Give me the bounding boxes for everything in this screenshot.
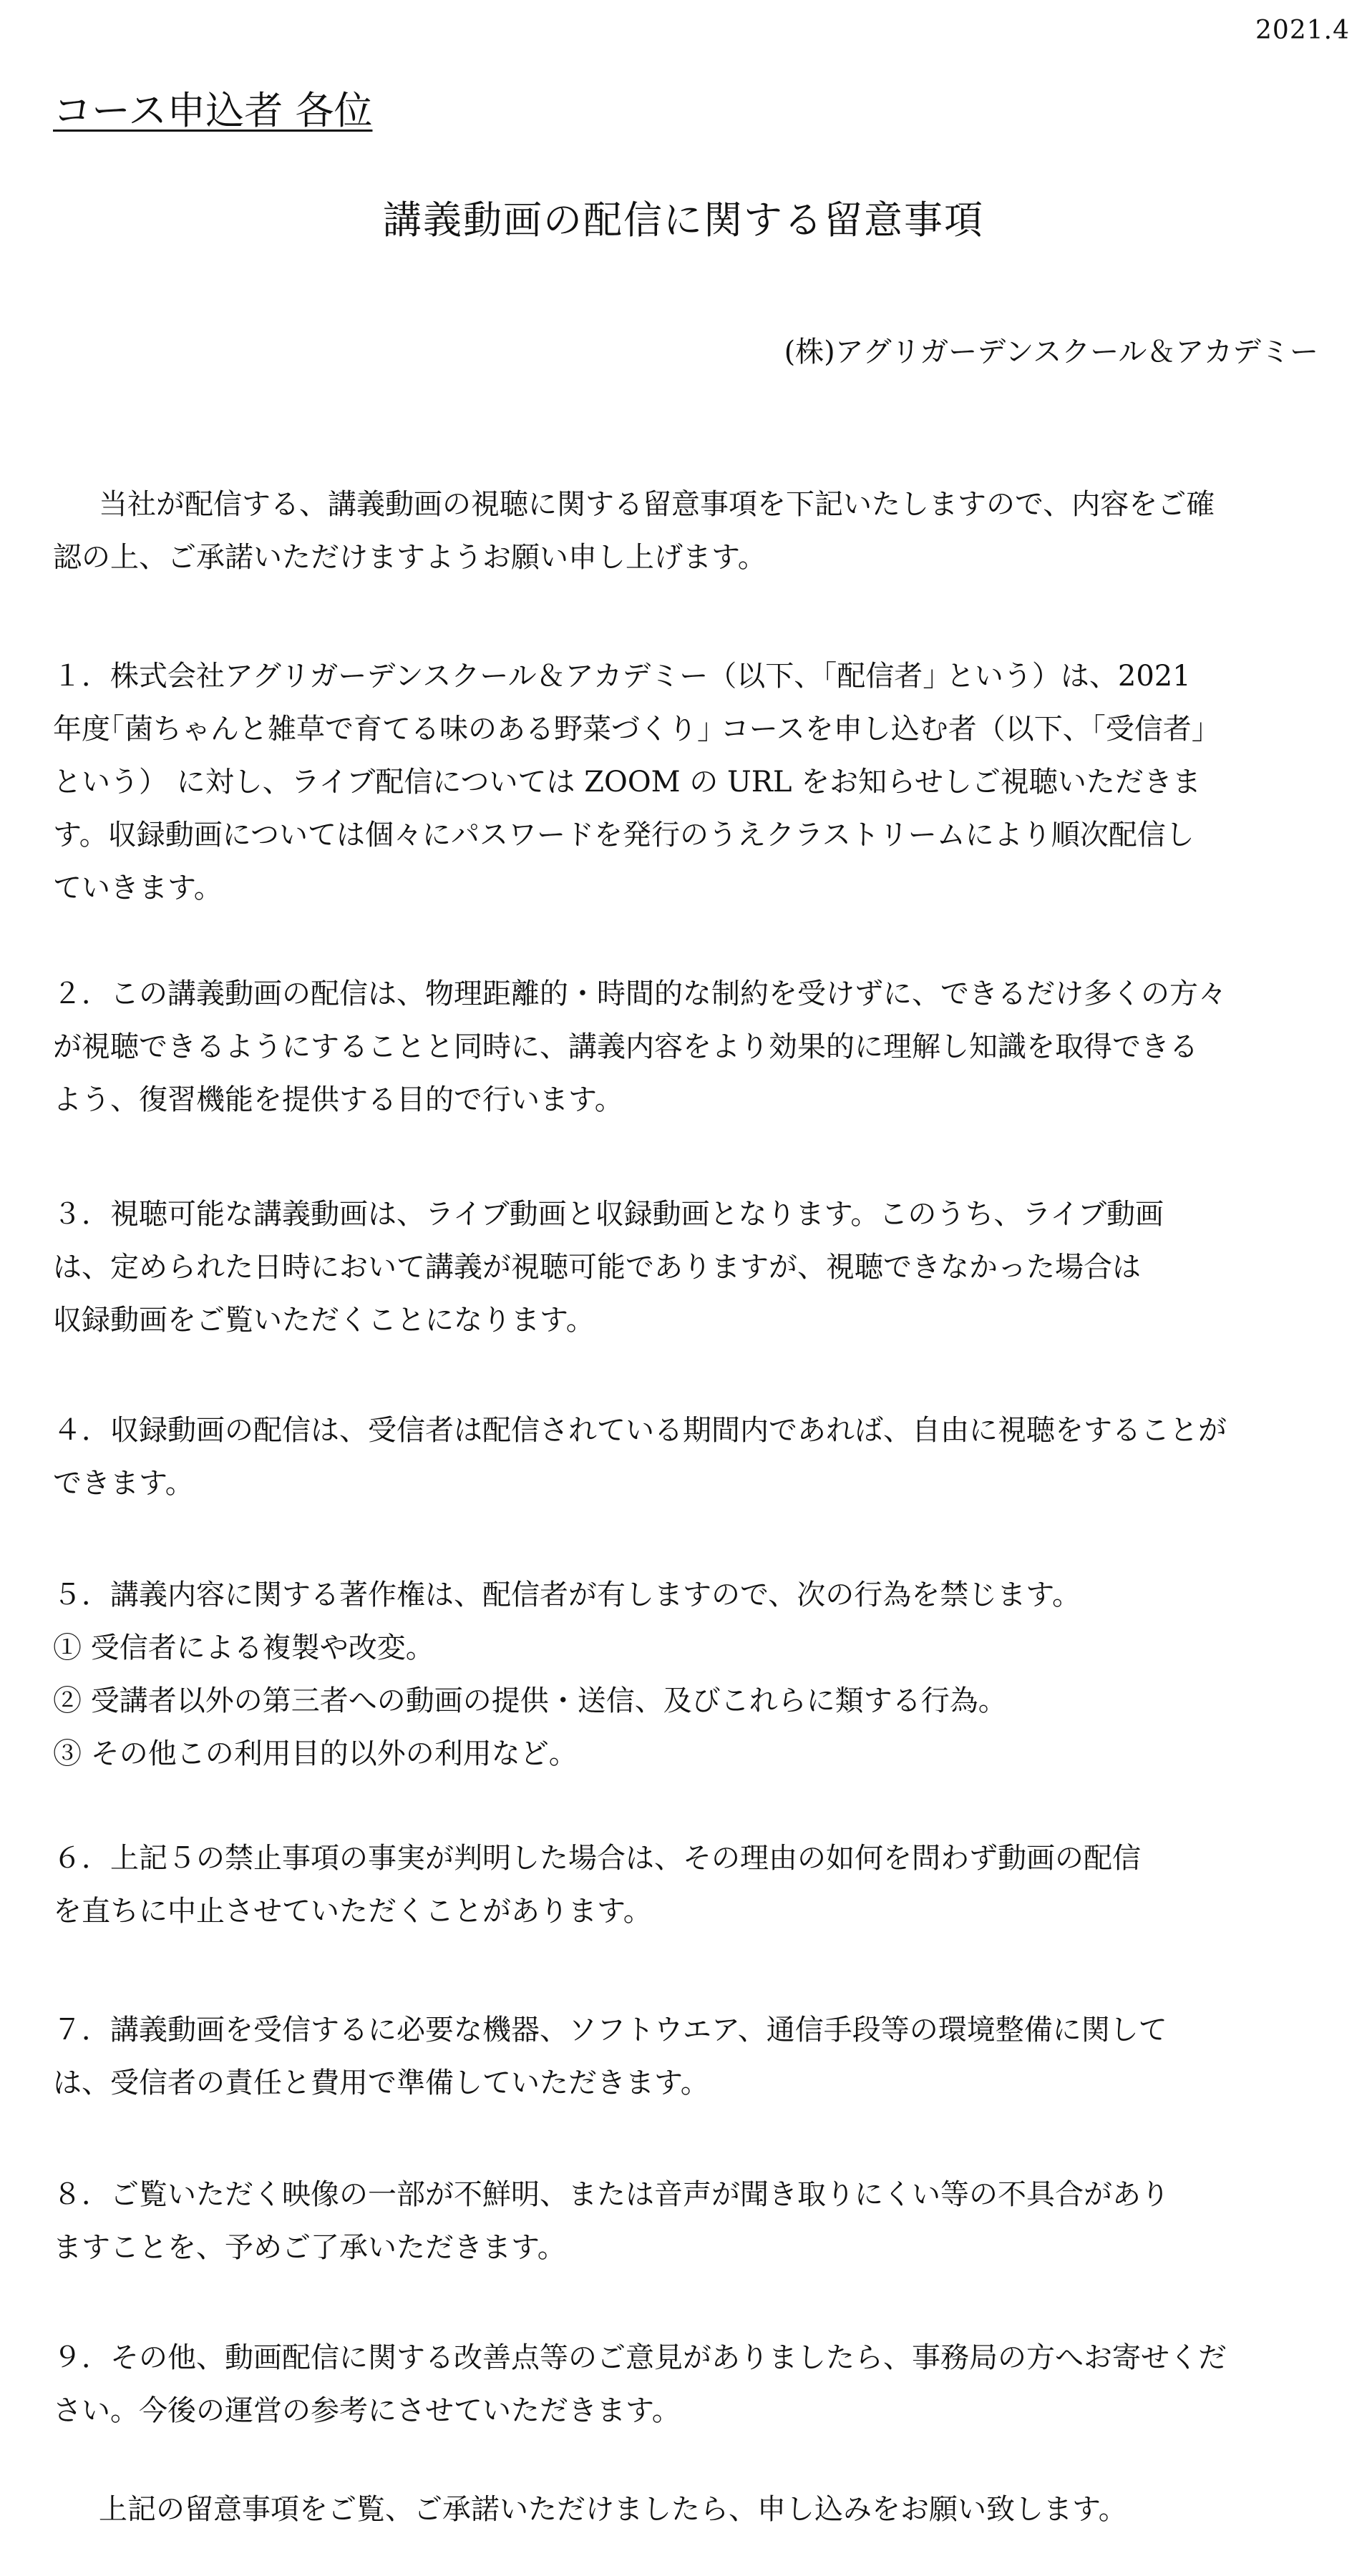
intro-paragraph: [53, 478, 1215, 584]
item-7: [53, 2004, 1167, 2109]
item-line: という） に対し、ライブ配信については ZOOM の URL をお知らせしご視聴いただきま: [53, 766, 1201, 799]
item-3: [53, 1188, 1164, 1347]
item-line: ４．収録動画の配信は、受信者は配信されている期間内であれば、自由に視聴をすることが: [53, 1414, 1227, 1447]
item-line: は、定められた日時において講義が視聴可能でありますが、視聴できなかった場合は: [53, 1251, 1141, 1284]
item-line: よう、復習機能を提供する目的で行います。: [53, 1083, 623, 1116]
item-line: できます。: [53, 1467, 194, 1500]
item-line: １．株式会社アグリガーデンスクール＆アカデミー（以下、｢配信者｣ という）は、2021: [53, 660, 1191, 693]
item-line: 収録動画をご覧いただくことになります。: [53, 1304, 595, 1337]
item-line: ますことを、予めご了承いただきます。: [53, 2231, 566, 2264]
document-date: 2021.4: [1255, 16, 1350, 45]
item-5: [53, 1568, 1081, 1780]
item-9: [53, 2331, 1227, 2437]
item-line: す。収録動画については個々にパスワードを発行のうえクラストリームにより順次配信し: [53, 819, 1195, 852]
item-line: ３．視聴可能な講義動画は、ライブ動画と収録動画となります。このうち、ライブ動画: [53, 1198, 1164, 1231]
closing-line: 上記の留意事項をご覧、ご承諾いただけましたら、申し込みをお願い致します。: [99, 2493, 1127, 2526]
item-line: ８．ご覧いただく映像の一部が不鮮明、または音声が聞き取りにくい等の不具合があり: [53, 2178, 1169, 2211]
item-6: [53, 1832, 1141, 1938]
issuer-name: (株)アグリガーデンスクール＆アカデミー: [784, 336, 1318, 369]
prohibited-act: ① 受信者による複製や改変。: [53, 1631, 434, 1664]
prohibited-act: ② 受講者以外の第三者への動画の提供・送信、及びこれらに類する行為。: [53, 1684, 1007, 1717]
document-title: 講義動画の配信に関する留意事項: [383, 197, 984, 243]
item-line: 年度｢菌ちゃんと雑草で育てる味のある野菜づくり｣ コースを申し込む者（以下、｢受信者｣: [53, 713, 1206, 746]
closing-statement: [53, 2483, 1127, 2536]
item-line: さい。今後の運営の参考にさせていただきます。: [53, 2394, 681, 2427]
item-line: ２．この講義動画の配信は、物理距離的・時間的な制約を受けずに、できるだけ多くの方々: [53, 977, 1227, 1010]
item-line: は、受信者の責任と費用で準備していただきます。: [53, 2067, 709, 2099]
addressee: コース申込者 各位: [53, 88, 373, 133]
item-8: [53, 2168, 1169, 2274]
item-2: [53, 967, 1227, 1126]
intro-line: 認の上、ご承諾いただけますようお願い申し上げます。: [53, 541, 767, 574]
item-line: ９．その他、動画配信に関する改善点等のご意見がありましたら、事務局の方へお寄せくだ: [53, 2341, 1227, 2374]
item-line: を直ちに中止させていただくことがあります。: [53, 1895, 652, 1928]
item-1: [53, 650, 1206, 914]
prohibited-act: ③ その他この利用目的以外の利用など。: [53, 1737, 578, 1770]
item-line: ７．講義動画を受信するに必要な機器、ソフトウエア、通信手段等の環境整備に関して: [53, 2014, 1167, 2046]
item-line: ていきます。: [53, 872, 223, 904]
item-4: [53, 1404, 1227, 1510]
item-line: ５．講義内容に関する著作権は、配信者が有しますので、次の行為を禁じます。: [53, 1579, 1081, 1611]
intro-line: 当社が配信する、講義動画の視聴に関する留意事項を下記いたしますので、内容をご確: [99, 488, 1215, 521]
item-line: ６．上記５の禁止事項の事実が判明した場合は、その理由の如何を問わず動画の配信: [53, 1842, 1141, 1875]
item-line: が視聴できるようにすることと同時に、講義内容をより効果的に理解し知識を取得できる: [53, 1030, 1198, 1063]
